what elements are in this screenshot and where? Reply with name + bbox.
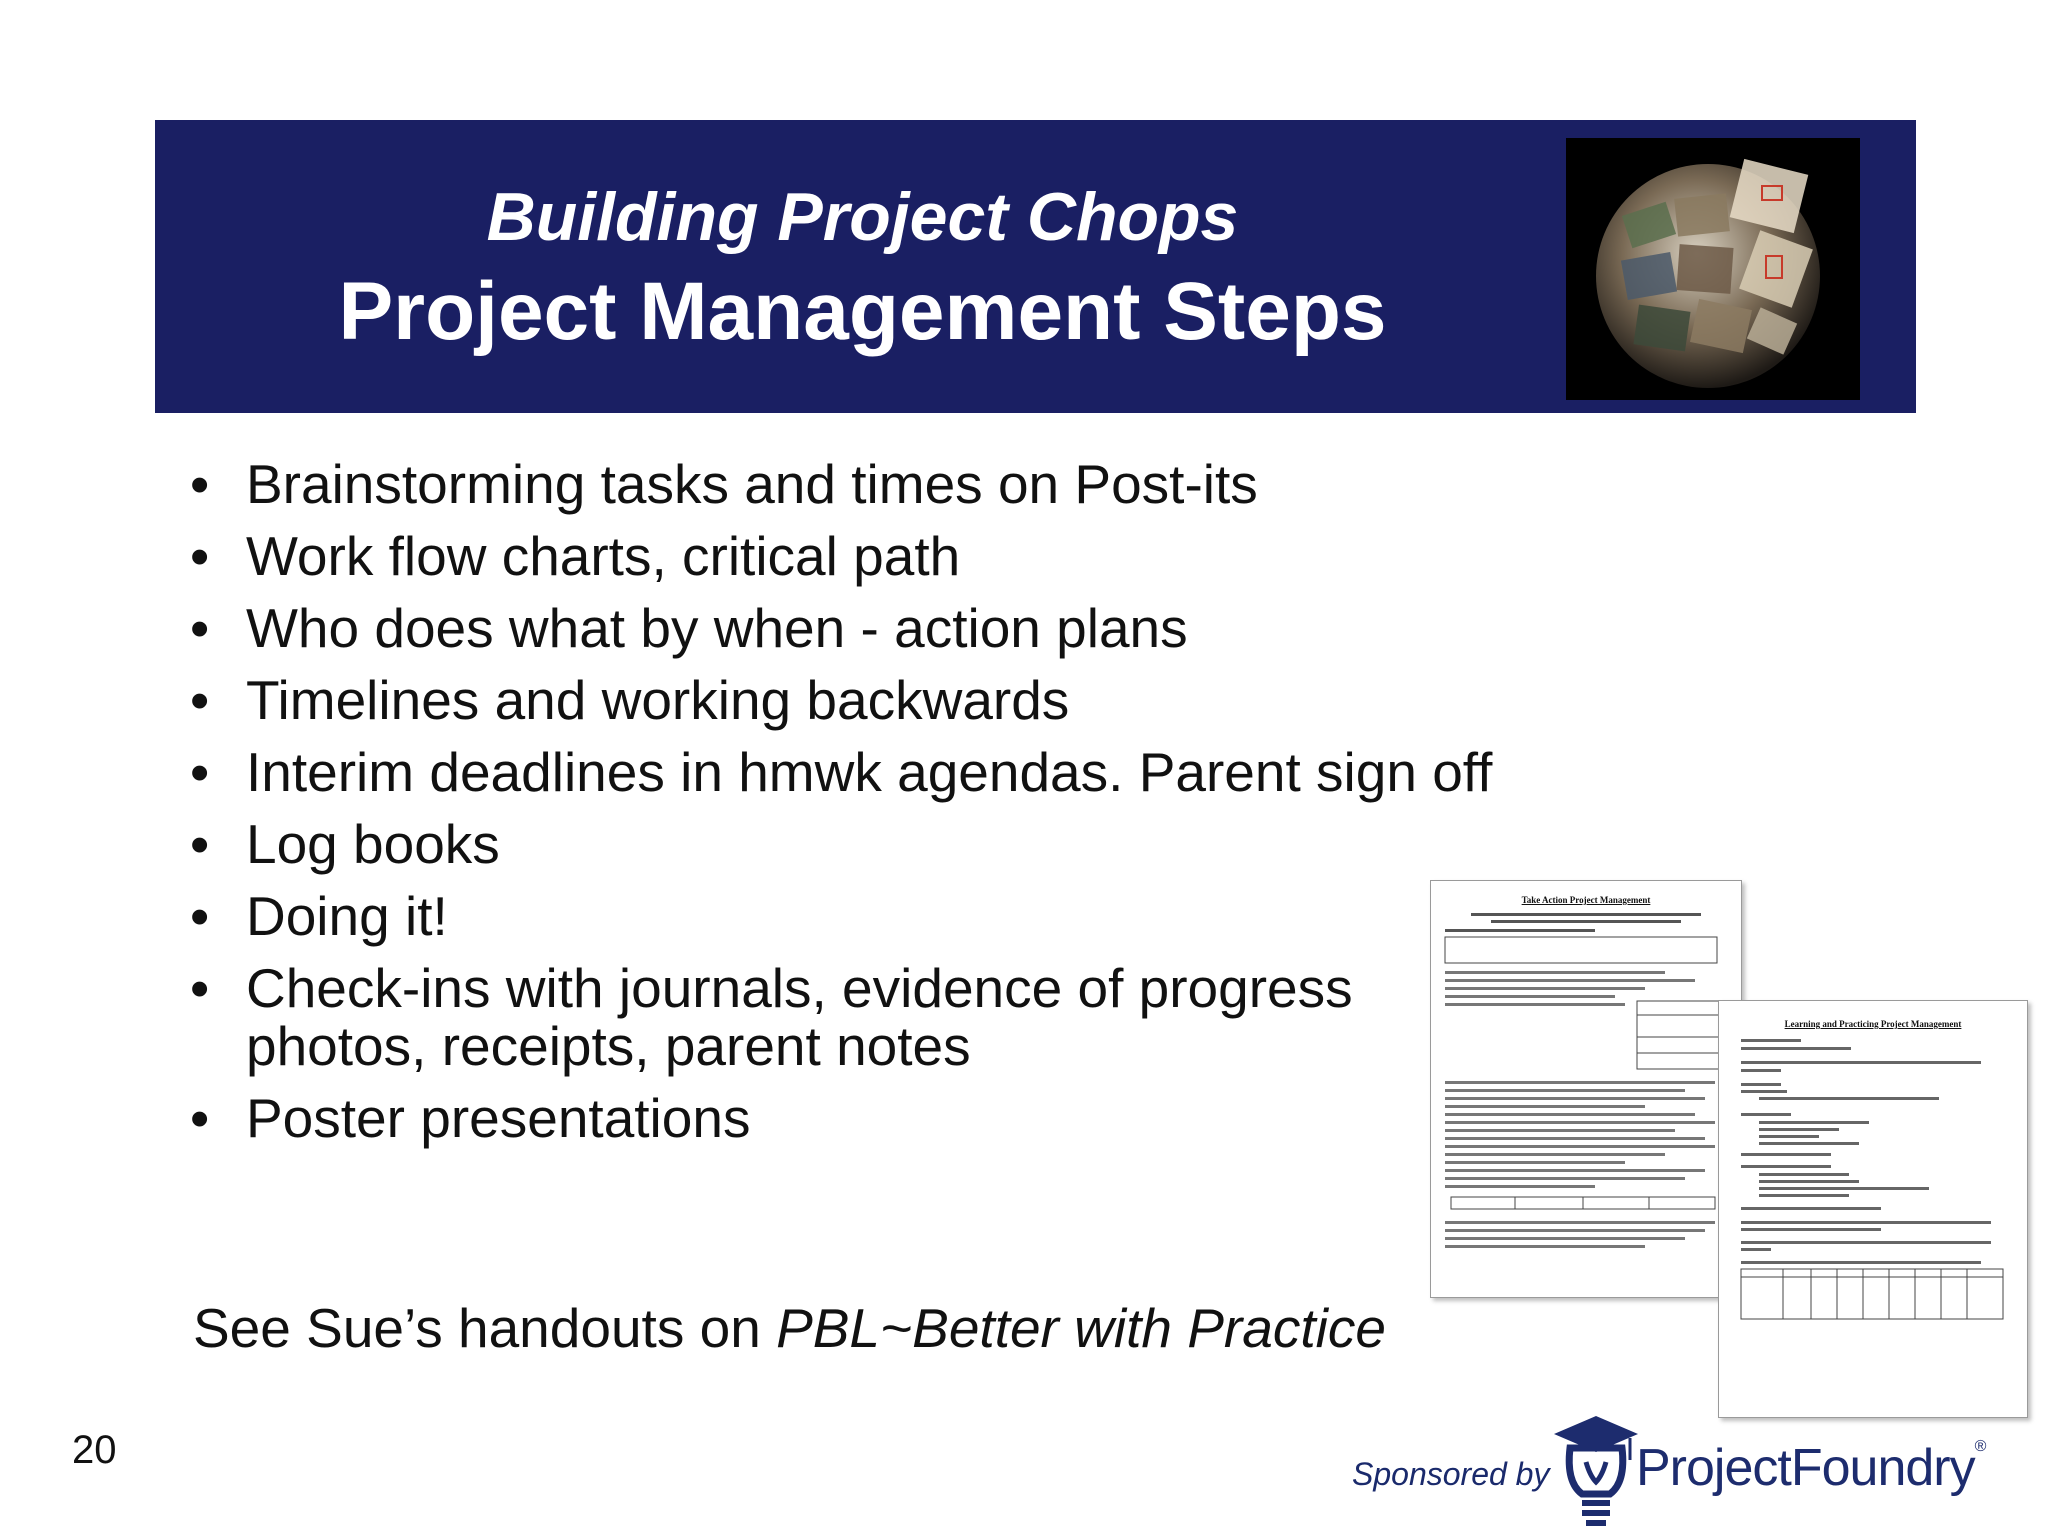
handout-title: Learning and Practicing Project Management bbox=[1784, 1019, 1962, 1029]
list-item: • Work flow charts, critical path bbox=[190, 527, 1530, 585]
photo-collage-globe bbox=[1566, 138, 1860, 400]
handout-note-title: PBL~Better with Practice bbox=[776, 1297, 1386, 1359]
sponsor-brand bbox=[1636, 1438, 1985, 1498]
page-number: 20 bbox=[72, 1428, 117, 1472]
list-item: • Who does what by when - action plans bbox=[190, 599, 1530, 657]
sponsor-brand-name: ProjectFoundry bbox=[1636, 1439, 1975, 1497]
list-item: • Doing it! bbox=[190, 887, 1530, 945]
handout-thumbnail-1 bbox=[1430, 880, 1742, 1298]
registered-mark: ® bbox=[1974, 1438, 1986, 1455]
slide-title: Project Management Steps bbox=[338, 266, 1387, 357]
sponsored-by-label: Sponsored by bbox=[1352, 1456, 1550, 1492]
bullet-list bbox=[190, 455, 1530, 1161]
list-item: • Timelines and working backwards bbox=[190, 671, 1530, 729]
lightbulb-graduation-cap-icon bbox=[1552, 1412, 1640, 1537]
slide-subtitle: Building Project Chops bbox=[486, 179, 1239, 255]
list-item: • Brainstorming tasks and times on Post-its bbox=[190, 455, 1530, 513]
handout-thumbnail-2 bbox=[1718, 1000, 2028, 1418]
handout-note bbox=[193, 1296, 1386, 1360]
handout-note-prefix: See Sue’s handouts on bbox=[193, 1297, 777, 1359]
list-item: • Interim deadlines in hmwk agendas. Parent sign off bbox=[190, 743, 1496, 801]
list-item: • Log books bbox=[190, 815, 1530, 873]
list-item: • Check-ins with journals, evidence of progress photos, receipts, parent notes bbox=[190, 959, 1496, 1075]
handout-title: Take Action Project Management bbox=[1521, 895, 1651, 905]
list-item: • Poster presentations bbox=[190, 1089, 1530, 1147]
